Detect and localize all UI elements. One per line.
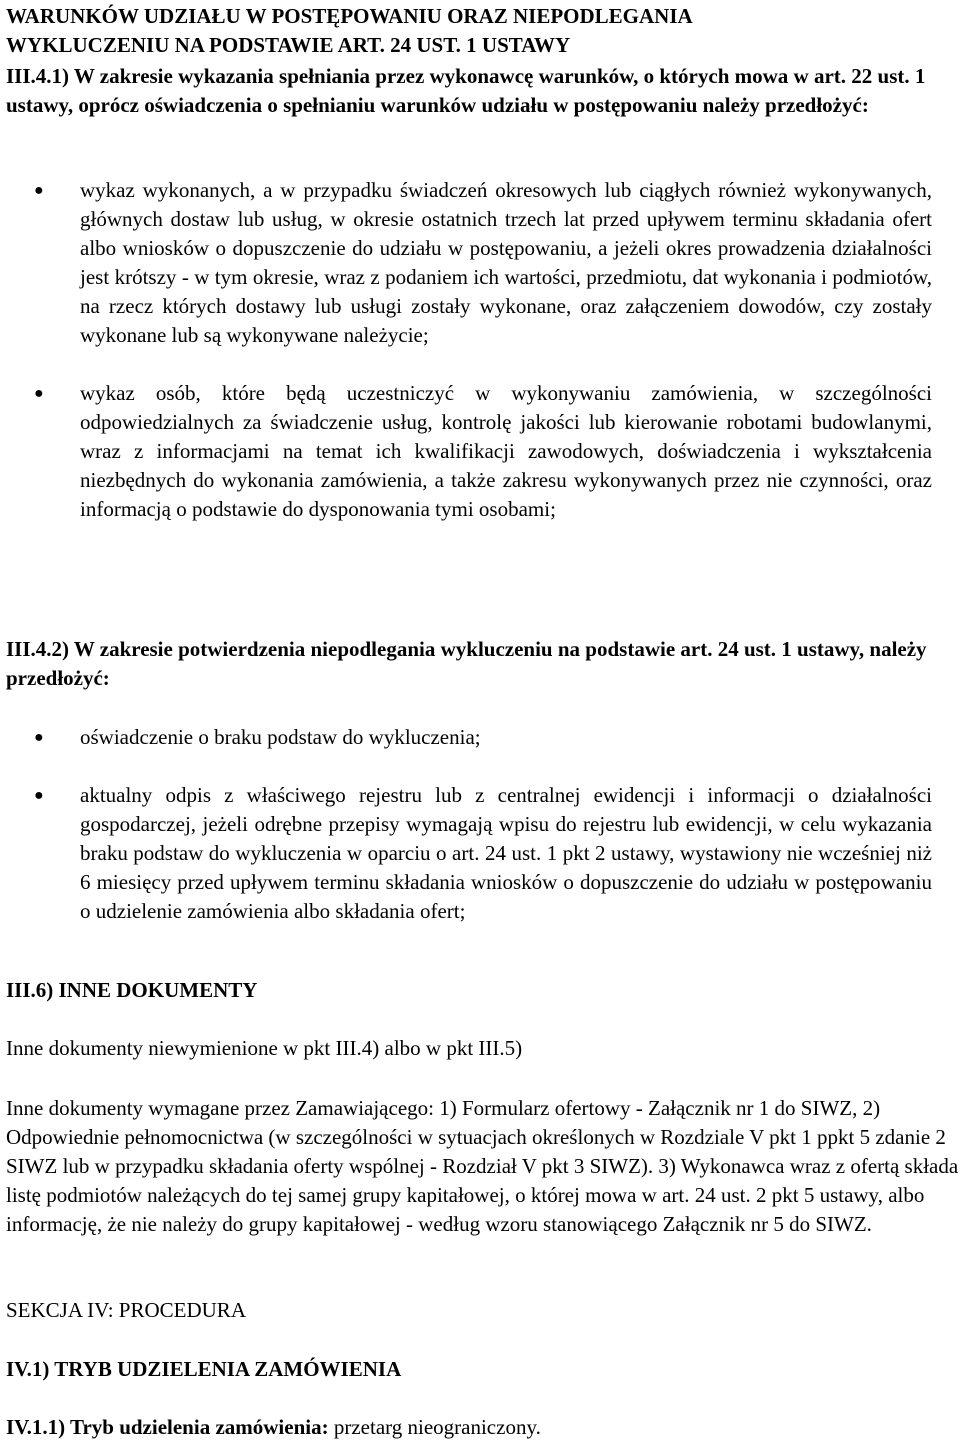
bullet-icon: ● xyxy=(34,182,44,199)
section-iii-4-1: III.4.1) W zakresie wykazania spełniania przez wykonawcę warunków, o których mowa w art. 22 ust. 1 ustawy, oprócz oświadczenia o spełnianiu warunków udziału w postępowaniu należy przedłożyć: xyxy=(6,64,926,117)
list-item xyxy=(6,379,956,524)
list-item xyxy=(6,723,956,752)
tryb-label: IV.1.1) Tryb udzielenia zamówienia: xyxy=(6,1415,329,1439)
section-iv-1-1 xyxy=(6,1413,541,1442)
section-heading: WARUNKÓW UDZIAŁU W POSTĘPOWANIU ORAZ NIEPODLEGANIA WYKLUCZENIU NA PODSTAWIE ART. 24 UST. 1 USTAWY xyxy=(6,4,692,57)
list-item xyxy=(6,781,956,926)
bullet-icon: ● xyxy=(34,385,44,402)
inne-dokumenty-1: Inne dokumenty niewymienione w pkt III.4) albo w pkt III.5) xyxy=(6,1036,523,1060)
section-iii-6: III.6) INNE DOKUMENTY xyxy=(6,978,258,1002)
list-item-text: oświadczenie o braku podstaw do wykluczenia; xyxy=(80,725,481,749)
inne-dokumenty-2: Inne dokumenty wymagane przez Zamawiającego: 1) Formularz ofertowy - Załącznik nr 1 do SIWZ, 2) Odpowiednie pełnomocnictwa (w szczególności w sytuacjach określonych w Rozdziale V pkt 1 ppkt 5 zdanie 2 SIWZ lub w przypadku składania oferty wspólnej - Rozdział V pkt 3 SIWZ). 3) Wykonawca wraz z ofertą składa listę podmiotów należących do tej samej grupy kapitałowej, o której mowa w art. 24 ust. 2 pkt 5 ustawy, albo informację, że nie należy do grupy kapitałowej - według wzoru stanowiącego Załącznik nr 5 do SIWZ. xyxy=(6,1096,959,1236)
bullet-icon: ● xyxy=(34,787,44,804)
sekcja-iv-heading: SEKCJA IV: PROCEDURA xyxy=(6,1298,246,1322)
section-iv-1: IV.1) TRYB UDZIELENIA ZAMÓWIENIA xyxy=(6,1357,402,1381)
list-item-text: wykaz wykonanych, a w przypadku świadczeń okresowych lub ciągłych również wykonywanych, głównych dostaw lub usług, w okresie ostatnich trzech lat przed upływem terminu składania ofert albo wniosków o dopuszczenie do udziału w postępowaniu, a jeżeli okres prowadzenia działalności jest krótszy - w tym okresie, wraz z podaniem ich wartości, przedmiotu, dat wykonania i podmiotów, na rzecz których dostawy lub usługi zostały wykonane, oraz załączeniem dowodów, czy zostały wykonane lub są wykonywane należycie; xyxy=(80,178,932,347)
bullet-icon: ● xyxy=(34,729,44,746)
list-item-text: wykaz osób, które będą uczestniczyć w wykonywaniu zamówienia, w szczególności odpowiedzialnych za świadczenie usług, kontrolę jakości lub kierowanie robotami budowlanymi, wraz z informacjami na temat ich kwalifikacji zawodowych, doświadczenia i wykształcenia niezbędnych do wykonania zamówienia, a także zakresu wykonywanych przez nie czynności, oraz informacją o podstawie do dysponowania tymi osobami; xyxy=(80,381,932,521)
bullet-list-iii-4-2 xyxy=(6,723,956,926)
list-item xyxy=(6,176,956,350)
list-item-text: aktualny odpis z właściwego rejestru lub z centralnej ewidencji i informacji o działalności gospodarczej, jeżeli odrębne przepisy wymagają wpisu do rejestru lub ewidencji, w celu wykazania braku podstaw do wykluczenia w oparciu o art. 24 ust. 1 pkt 2 ustawy, wystawiony nie wcześniej niż 6 miesięcy przed upływem terminu składania wniosków o dopuszczenie do udziału w postępowaniu o udzielenie zamówienia albo składania ofert; xyxy=(80,783,932,923)
tryb-value: przetarg nieograniczony. xyxy=(328,1415,541,1439)
bullet-list-iii-4-1 xyxy=(6,176,956,524)
section-iii-4-2: III.4.2) W zakresie potwierdzenia niepodlegania wykluczeniu na podstawie art. 24 ust. 1 ustawy, należy przedłożyć: xyxy=(6,637,927,690)
